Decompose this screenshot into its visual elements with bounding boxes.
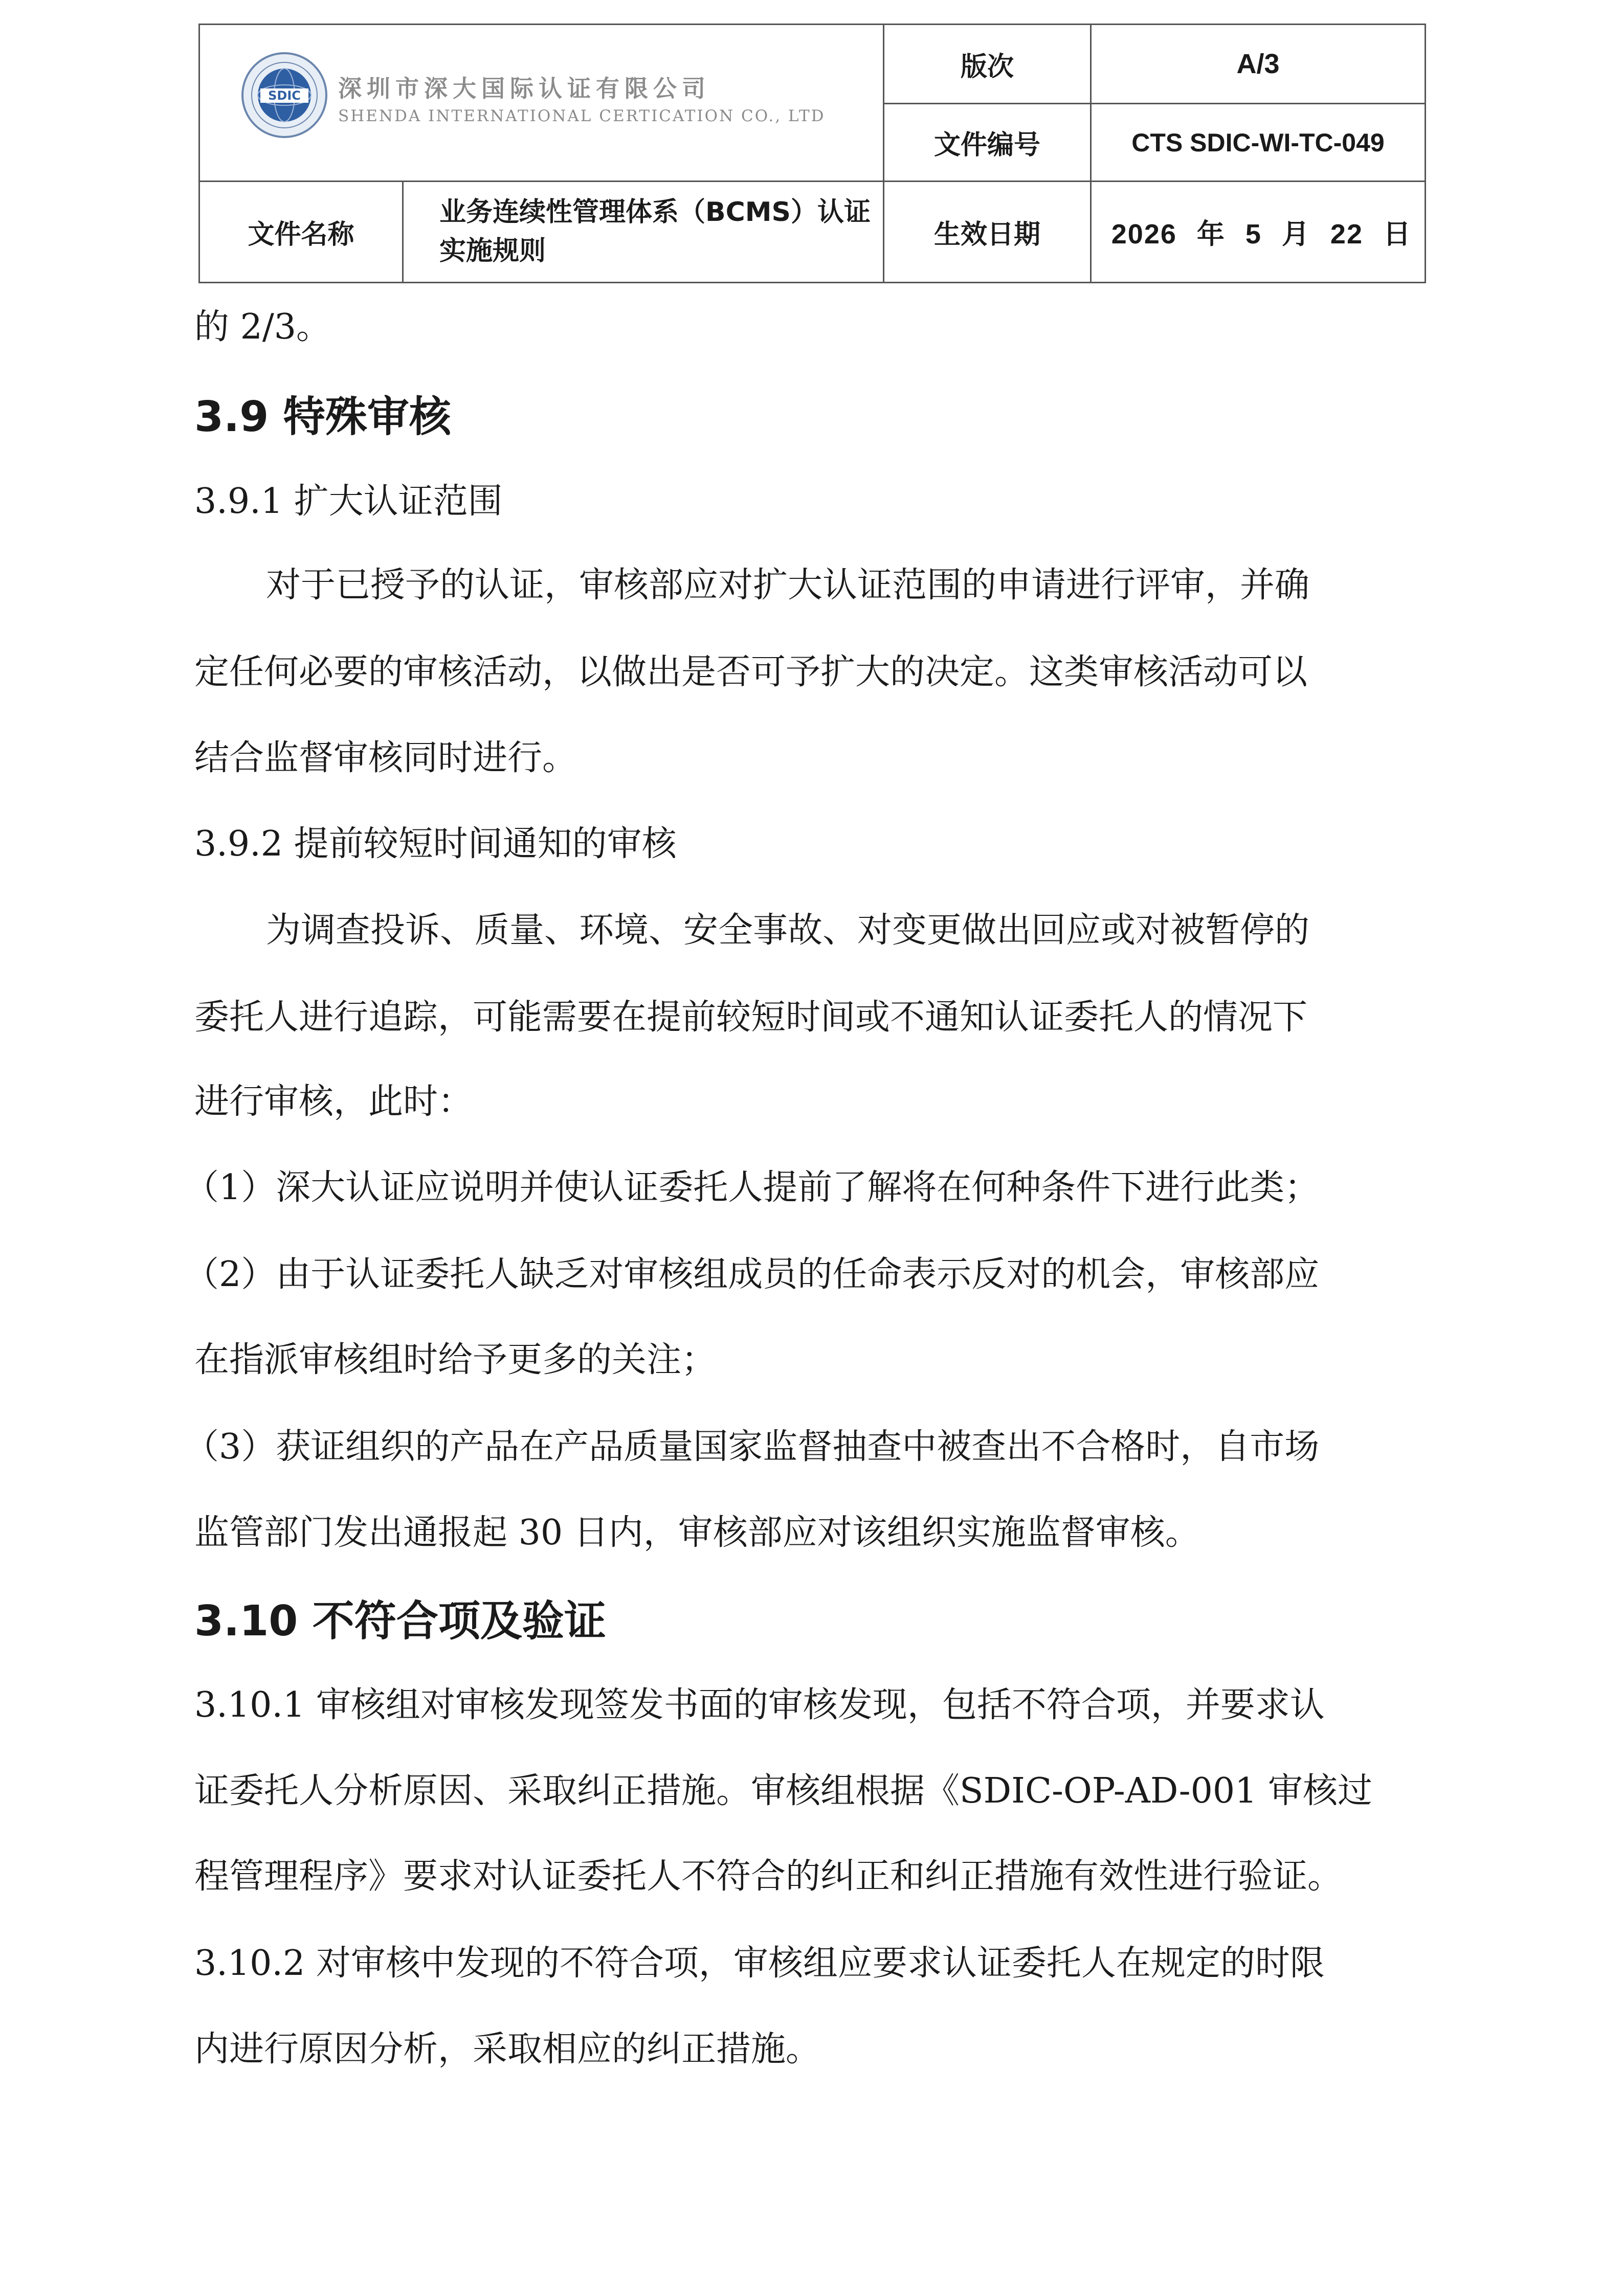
company-logo bbox=[241, 52, 328, 139]
list-item-1: （1）深大认证应说明并使认证委托人提前了解将在何种条件下进行此类； bbox=[184, 1167, 1320, 1208]
paragraph-line: 的 2/3。 bbox=[194, 307, 331, 347]
effective-date-value: 2026 年 5 月 22 日 bbox=[1111, 219, 1412, 250]
paragraph-line: 程管理程序》要求对认证委托人不符合的纠正和纠正措施有效性进行验证。 bbox=[194, 1856, 1343, 1897]
paragraph-line: 3.10.1 审核组对审核发现签发书面的审核发现，包括不符合项，并要求认 bbox=[194, 1685, 1325, 1725]
file-number-value: CTS SDIC-WI-TC-049 bbox=[1131, 128, 1385, 157]
paragraph-line: 为调查投诉、质量、环境、安全事故、对变更做出回应或对被暂停的 bbox=[266, 910, 1310, 951]
paragraph-line: 结合监督审核同时进行。 bbox=[194, 738, 577, 778]
company-name-en: SHENDA INTERNATIONAL CERTICATION CO., LTD bbox=[338, 107, 826, 125]
file-name-label: 文件名称 bbox=[248, 219, 354, 250]
paragraph-line: 进行审核，此时： bbox=[194, 1082, 473, 1122]
paragraph-line: 对于已授予的认证，审核部应对扩大认证范围的申请进行评审，并确 bbox=[266, 565, 1310, 605]
paragraph-line: 内进行原因分析，采取相应的纠正措施。 bbox=[194, 2029, 821, 2069]
document-header-table bbox=[198, 24, 1426, 283]
section-heading-3-10: 3.10 不符合项及验证 bbox=[194, 1597, 606, 1646]
list-item-2-continued: 在指派审核组时给予更多的关注； bbox=[194, 1340, 717, 1380]
effective-date-label: 生效日期 bbox=[933, 219, 1040, 250]
section-heading-3-9: 3.9 特殊审核 bbox=[194, 393, 451, 441]
paragraph-line: 委托人进行追踪，可能需要在提前较短时间或不通知认证委托人的情况下 bbox=[194, 997, 1308, 1038]
company-name-cn: 深圳市深大国际认证有限公司 bbox=[338, 75, 710, 102]
file-name-value: 业务连续性管理体系（BCMS）认证实施规则 bbox=[439, 197, 871, 266]
edition-label: 版次 bbox=[960, 51, 1014, 82]
subsection-heading-3-9-2: 3.9.2 提前较短时间通知的审核 bbox=[194, 824, 677, 864]
subsection-heading-3-9-1: 3.9.1 扩大认证范围 bbox=[194, 481, 503, 522]
paragraph-line: 证委托人分析原因、采取纠正措施。审核组根据《SDIC-OP-AD-001 审核过 bbox=[194, 1771, 1373, 1811]
list-item-2: （2）由于认证委托人缺乏对审核组成员的任命表示反对的机会，审核部应 bbox=[184, 1254, 1320, 1295]
list-item-3-continued: 监管部门发出通报起 30 日内，审核部应对该组织实施监督审核。 bbox=[194, 1513, 1200, 1553]
edition-value: A/3 bbox=[1236, 49, 1280, 79]
paragraph-line: 3.10.2 对审核中发现的不符合项，审核组应要求认证委托人在规定的时限 bbox=[194, 1943, 1325, 1984]
file-number-label: 文件编号 bbox=[933, 130, 1040, 161]
list-item-3: （3）获证组织的产品在产品质量国家监督抽查中被查出不合格时，自市场 bbox=[184, 1427, 1320, 1467]
logo-text: SDIC bbox=[268, 88, 301, 103]
paragraph-line: 定任何必要的审核活动，以做出是否可予扩大的决定。这类审核活动可以 bbox=[194, 652, 1308, 692]
